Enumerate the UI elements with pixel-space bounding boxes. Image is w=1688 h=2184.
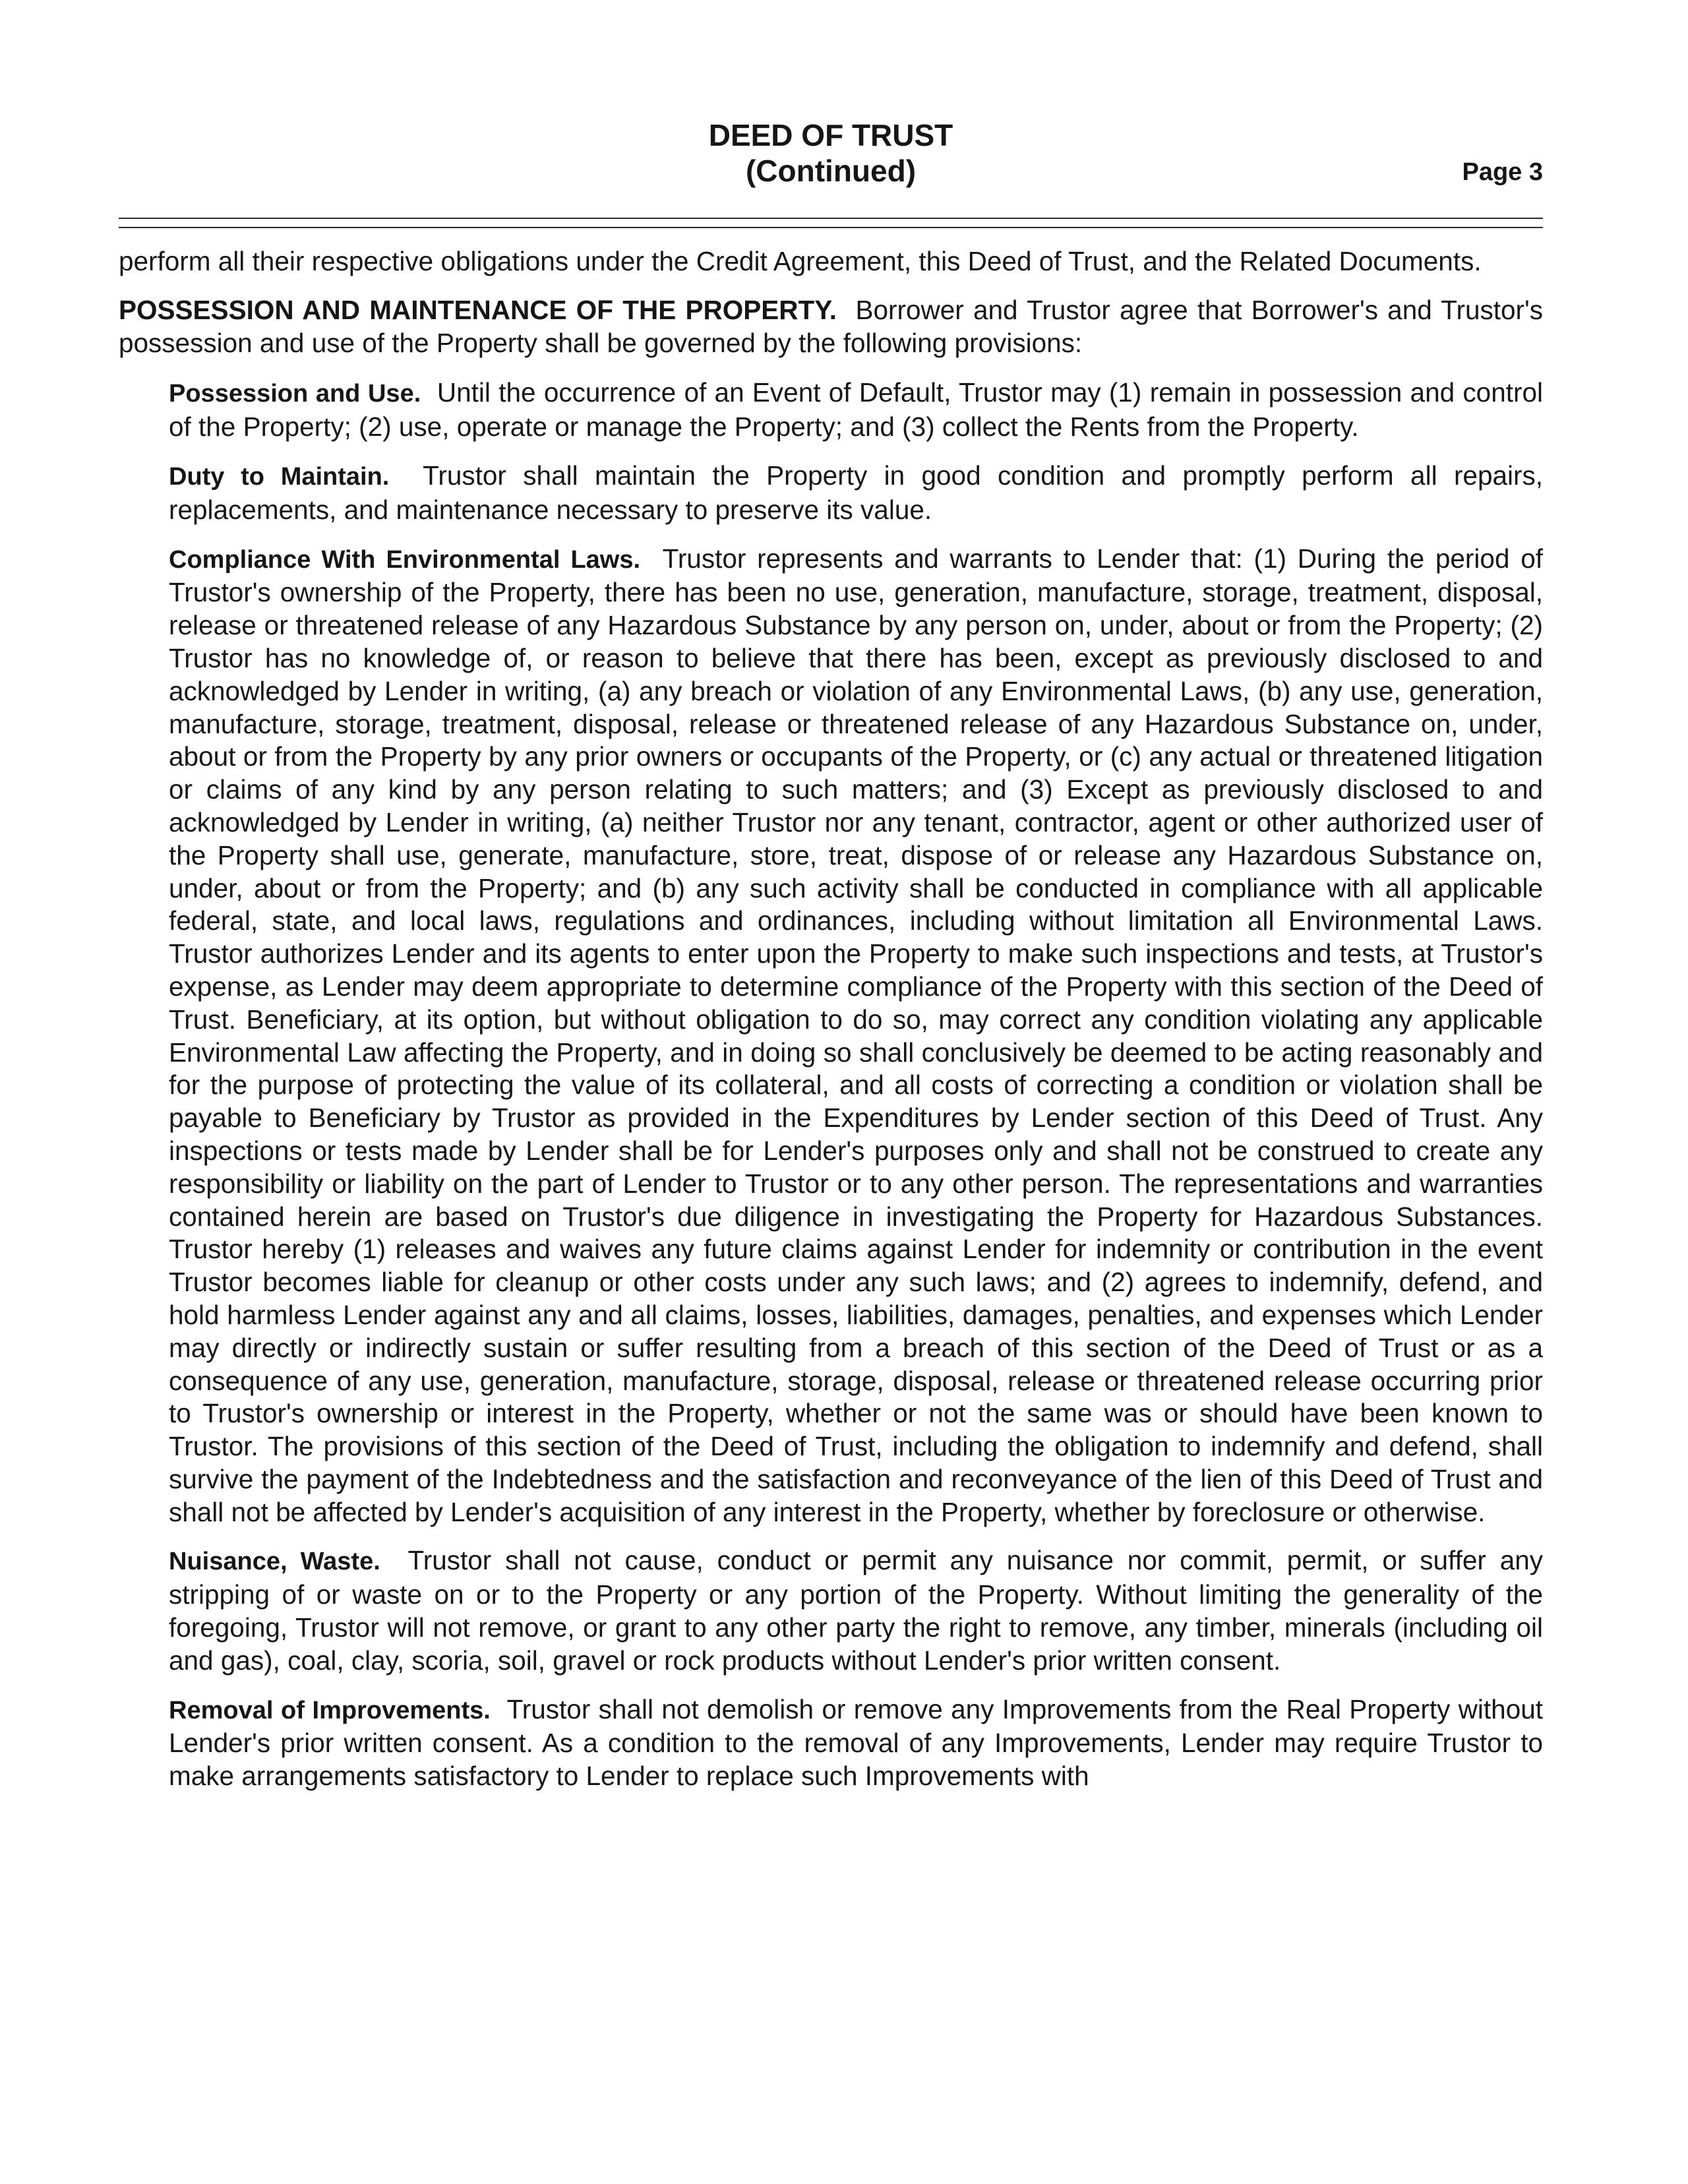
header-divider-bottom — [119, 227, 1543, 228]
page-number: Page 3 — [1462, 158, 1543, 186]
section-possession-and-maintenance — [119, 294, 1543, 360]
subsection-possession-and-use — [169, 377, 1543, 444]
section-text: Borrower and Trustor agree that Borrower's and Trustor's possession and use of the Property shall be governed by the following provisions: — [119, 294, 1543, 358]
section-heading: POSSESSION AND MAINTENANCE OF THE PROPERTY. — [119, 294, 837, 325]
subsection-text: Trustor shall not cause, conduct or permit any nuisance nor commit, permit, or suffer any stripping of or waste on or to the Property or any portion of the Property. Without limiting the generality of the foregoing, Trustor will not remove, or grant to any other party the right to remove, any timber, minerals (including oil and gas), coal, clay, scoria, soil, gravel or rock products without Lender's prior written consent. — [169, 1545, 1543, 1676]
title-line-1: DEED OF TRUST — [708, 118, 953, 152]
subsection-compliance-environmental-laws — [169, 543, 1543, 1529]
subsection-text: Trustor shall not demolish or remove any Improvements from the Real Property without Lender's prior written consent. As a condition to the removal of any Improvements, Lender may require Trustor to make arrangements satisfactory to Lender to replace such Improvements with — [169, 1693, 1543, 1792]
subsection-text: Trustor shall maintain the Property in good condition and promptly perform all repairs, replacements, and maintenance necessary to preserve its value. — [169, 460, 1543, 525]
subsection-heading: Possession and Use. — [169, 380, 421, 408]
title-line-2: (Continued) — [745, 154, 917, 188]
subsection-heading: Removal of Improvements. — [169, 1696, 491, 1724]
header-divider-top — [119, 218, 1543, 219]
lead-paragraph: perform all their respective obligations under the Credit Agreement, this Deed of Trust, and the Related Documents. — [119, 246, 1482, 276]
subsection-nuisance-waste — [169, 1544, 1543, 1677]
subsection-heading: Nuisance, Waste. — [169, 1548, 380, 1576]
subsection-text: Trustor represents and warrants to Lender that: (1) During the period of Trustor's ownership of the Property, there has been no use, generation, manufacture, storage, treatment, disposal, release or threatened release of any Hazardous Substance by any person on, under, about or from the Property; (2) Trustor has no knowledge of, or reason to believe that there has been, except as previously disclosed to and acknowledged by Lender in writing, (a) any breach or violation of any Environmental Laws, (b) any use, generation, manufacture, storage, treatment, disposal, release or threatened release of any Hazardous Substance on, under, about or from the Property by any prior owners or occupants of the Property, or (c) any actual or threatened litigation or claims of any kind by any person relating to such matters; and (3) Except as previously disclosed to and acknowledged by Lender in writing, (a) neither Trustor nor any tenant, contractor, agent or other authorized user of the Property shall use, generate, manufacture, store, treat, dispose of or release any Hazardous Substance on, under, about or from the Property; and (b) any such activity shall be conducted in compliance with all applicable federal, state, and local laws, regulations and ordinances, including without limitation all Environmental Laws. Trustor authorizes Lender and its agents to enter upon the Property to make such inspections and tests, at Trustor's expense, as Lender may deem appropriate to determine compliance of the Property with this section of the Deed of Trust. Beneficiary, at its option, but without obligation to do so, may correct any condition violating any applicable Environmental Law affecting the Property, and in doing so shall conclusively be deemed to be acting reasonably and for the purpose of protecting the value of its collateral, and all costs of correcting a condition or violation shall be payable to Beneficiary by Trustor as provided in the Expenditures by Lender section of this Deed of Trust. Any inspections or tests made by Lender shall be for Lender's purposes only and shall not be construed to create any responsibility or liability on the part of Lender to Trustor or to any other person. The representations and warranties contained herein are based on Trustor's due diligence in investigating the Property for Hazardous Substances. Trustor hereby (1) releases and waives any future claims against Lender for indemnity or contribution in the event Trustor becomes liable for cleanup or other costs under any such laws; and (2) agrees to indemnify, defend, and hold harmless Lender against any and all claims, losses, liabilities, damages, penalties, and expenses which Lender may directly or indirectly sustain or suffer resulting from a breach of this section of the Deed of Trust or as a consequence of any use, generation, manufacture, storage, disposal, release or threatened release occurring prior to Trustor's ownership or interest in the Property, whether or not the same was or should have been known to Trustor. The provisions of this section of the Deed of Trust, including the obligation to indemnify and defend, shall survive the payment of the Indebtedness and the satisfaction and reconveyance of the lien of this Deed of Trust and shall not be affected by Lender's acquisition of any interest in the Property, whether by foreclosure or otherwise. — [169, 543, 1543, 1527]
subsection-text: Until the occurrence of an Event of Default, Trustor may (1) remain in possession and control of the Property; (2) use, operate or manage the Property; and (3) collect the Rents from the Property. — [169, 377, 1543, 442]
subsection-removal-of-improvements — [169, 1693, 1543, 1793]
page-header — [119, 117, 1543, 197]
subsection-duty-to-maintain — [169, 460, 1543, 527]
document-body — [119, 245, 1543, 1793]
subsection-heading: Compliance With Environmental Laws. — [169, 545, 641, 574]
document-title — [119, 117, 1543, 189]
subsection-heading: Duty to Maintain. — [169, 462, 390, 491]
